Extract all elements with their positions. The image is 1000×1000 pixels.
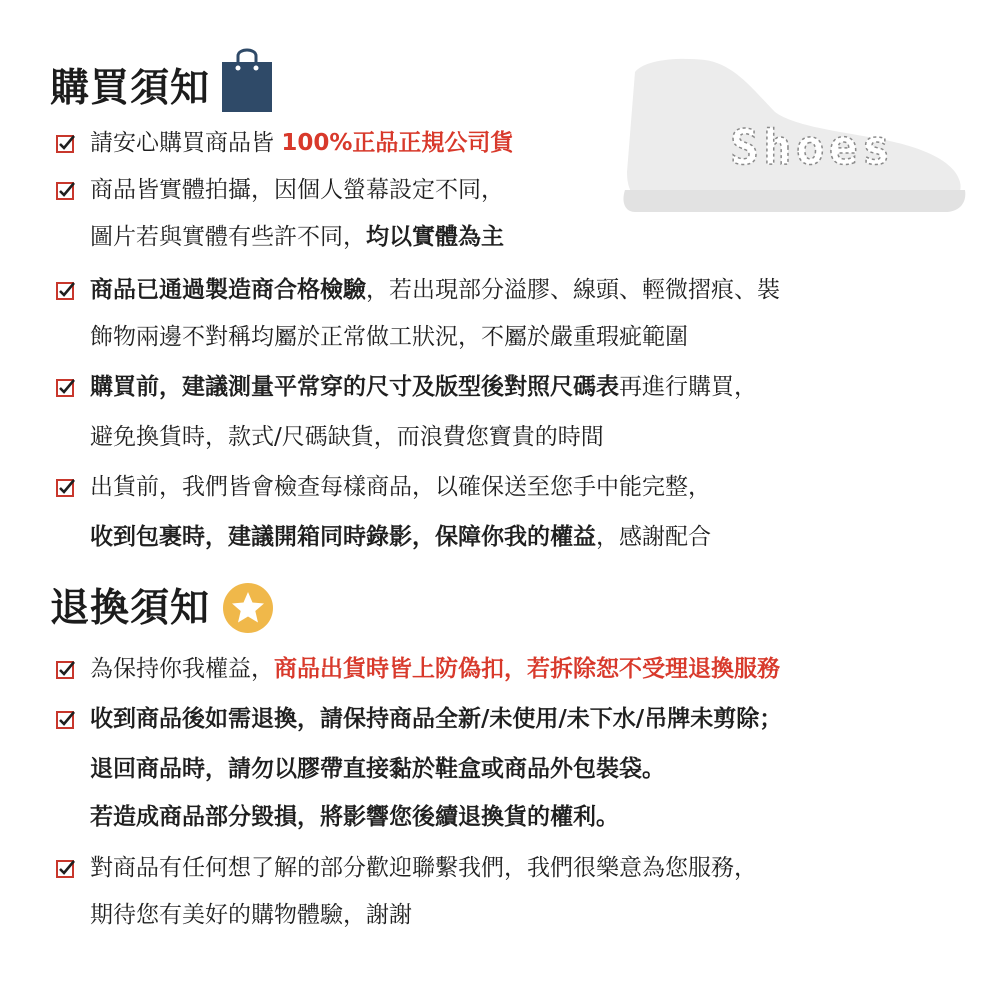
purchase-item-line [90,472,711,502]
item-text: 商品皆實體拍攝，因個人螢幕設定不同， [90,177,504,203]
item-text: 出貨前，我們皆會檢查每樣商品，以確保送至您手中能完整， [90,474,711,500]
item-text: 對商品有任何想了解的部分歡迎聯繫我們，我們很樂意為您服務， [90,855,757,881]
checkbox-icon [55,859,75,879]
highlight-text: 商品出貨時皆上防偽扣，若拆除恕不受理退換服務 [274,656,780,682]
checkbox-icon [55,710,75,730]
purchase-item-line [90,422,604,452]
item-text: 為保持你我權益， [90,656,274,682]
purchase-item-line [90,128,513,158]
shoe-watermark-icon [615,52,975,222]
purchase-item-line [90,222,504,252]
checkbox-icon [55,181,75,201]
shopping-bag-icon [220,44,274,114]
bold-text: 商品已通過製造商合格檢驗 [90,277,366,303]
purchase-item-line [90,322,688,352]
returns-item-line [90,704,782,734]
returns-item-line [90,900,412,930]
returns-heading: 退換須知 [50,586,211,631]
bold-text: 均以實體為主 [366,224,504,250]
highlight-text: 100%正品正規公司貨 [281,130,514,156]
item-text: ，若出現部分溢膠、線頭、輕微摺痕、裝 [366,277,780,303]
item-text: 圖片若與實體有些許不同， [90,224,366,250]
purchase-heading: 購買須知 [50,66,211,111]
item-text: 請安心購買商品皆 [90,130,282,156]
purchase-item-line [90,372,757,402]
returns-item-line [90,654,780,684]
item-text: 期待您有美好的購物體驗，謝謝 [90,902,412,928]
shoe-watermark-text: Shoes [730,120,895,176]
returns-item-line [90,853,757,883]
star-icon [222,582,274,634]
checkbox-icon [55,478,75,498]
bold-text: 購買前，建議測量平常穿的尺寸及版型後對照尺碼表 [90,374,619,400]
bold-text: 收到商品後如需退換，請保持商品全新/未使用/未下水/吊牌未剪除； [90,706,783,732]
checkbox-icon [55,134,75,154]
checkbox-icon [55,660,75,680]
checkbox-icon [55,281,75,301]
item-text: 再進行購買， [619,374,757,400]
item-text: 飾物兩邊不對稱均屬於正常做工狀況，不屬於嚴重瑕疵範圍 [90,324,688,350]
purchase-item-line [90,175,504,205]
returns-item-line [90,802,619,832]
returns-item-line [90,754,665,784]
bold-text: 收到包裹時，建議開箱同時錄影，保障你我的權益 [90,524,596,550]
bold-text: 退回商品時，請勿以膠帶直接黏於鞋盒或商品外包裝袋。 [90,756,665,782]
bold-text: 若造成商品部分毀損，將影響您後續退換貨的權利。 [90,804,619,830]
checkbox-icon [55,378,75,398]
purchase-item-line [90,522,711,552]
item-text: 避免換貨時，款式/尺碼缺貨，而浪費您寶貴的時間 [90,424,604,450]
purchase-item-line [90,275,780,305]
item-text: ，感謝配合 [596,524,711,550]
